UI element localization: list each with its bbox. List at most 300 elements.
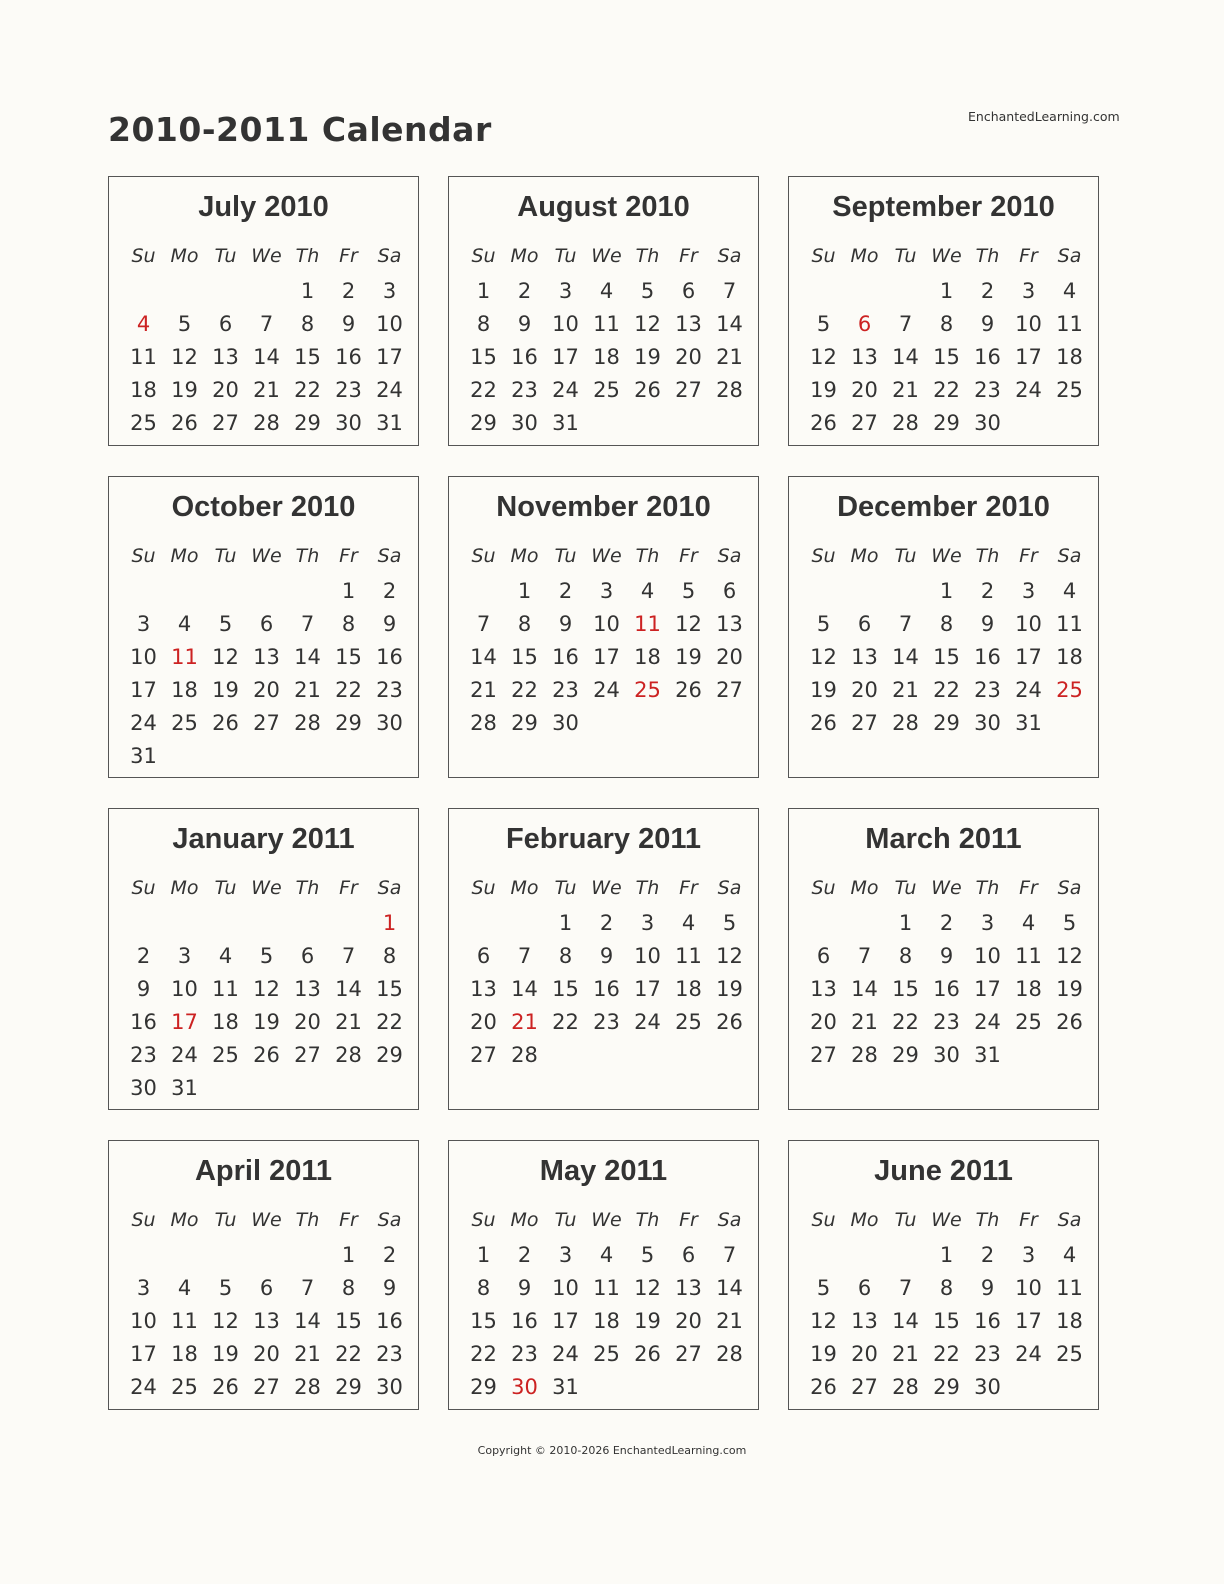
- day-cell: 26: [810, 1375, 837, 1399]
- weekday-label: Th: [975, 1209, 1000, 1231]
- month-title: December 2010: [837, 491, 1050, 523]
- day-cell: 25: [1056, 678, 1083, 702]
- day-cell: 7: [898, 612, 913, 636]
- day-cell: 8: [341, 1276, 356, 1300]
- day-grid: [803, 1239, 1090, 1404]
- weekday-label: We: [591, 877, 622, 899]
- month-title: May 2011: [539, 1155, 668, 1187]
- day-cell: 28: [335, 1043, 362, 1067]
- weekday-label: Fr: [1019, 245, 1038, 267]
- month-box: [448, 176, 759, 446]
- day-cell: 14: [892, 345, 919, 369]
- day-cell: 4: [1021, 911, 1036, 935]
- day-cell: 16: [376, 1309, 403, 1333]
- month-title: November 2010: [496, 491, 711, 523]
- day-cell: 3: [136, 612, 151, 636]
- weekday-label: Fr: [679, 545, 698, 567]
- day-cell: 23: [511, 378, 538, 402]
- day-cell: 5: [816, 1276, 831, 1300]
- day-cell: 27: [810, 1043, 837, 1067]
- empty-cell: [164, 275, 205, 308]
- day-cell: 21: [716, 1309, 743, 1333]
- day-cell: 29: [892, 1043, 919, 1067]
- day-cell: 16: [130, 1010, 157, 1034]
- day-cell: 27: [851, 411, 878, 435]
- day-cell: 7: [722, 1243, 737, 1267]
- day-grid: [803, 275, 1090, 440]
- day-cell: 5: [1062, 911, 1077, 935]
- day-cell: 5: [722, 911, 737, 935]
- day-cell: 20: [851, 378, 878, 402]
- day-cell: 24: [593, 678, 620, 702]
- day-cell: 20: [716, 645, 743, 669]
- day-cell: 24: [1015, 678, 1042, 702]
- day-cell: 20: [294, 1010, 321, 1034]
- day-cell: 28: [716, 1342, 743, 1366]
- weekday-header: [463, 1209, 750, 1231]
- day-cell: 25: [593, 1342, 620, 1366]
- day-cell: 7: [300, 1276, 315, 1300]
- weekday-label: Th: [635, 1209, 660, 1231]
- day-cell: 2: [558, 579, 573, 603]
- day-cell: 3: [558, 279, 573, 303]
- day-cell: 13: [253, 645, 280, 669]
- day-cell: 30: [552, 711, 579, 735]
- day-cell: 21: [294, 1342, 321, 1366]
- month-title: January 2011: [172, 823, 355, 855]
- day-cell: 29: [933, 1375, 960, 1399]
- month-title: February 2011: [505, 823, 702, 855]
- weekday-label: We: [591, 545, 622, 567]
- weekday-label: Tu: [214, 877, 237, 899]
- day-cell: 6: [722, 579, 737, 603]
- day-cell: 10: [376, 312, 403, 336]
- month-box: [788, 476, 1099, 778]
- day-cell: 19: [212, 678, 239, 702]
- day-cell: 10: [1015, 1276, 1042, 1300]
- day-cell: 28: [892, 411, 919, 435]
- weekday-label: Sa: [377, 545, 402, 567]
- calendar-grid: [108, 176, 1112, 1426]
- weekday-header: [803, 877, 1090, 899]
- weekday-label: Mo: [850, 1209, 879, 1231]
- day-grid: [463, 907, 750, 1072]
- day-cell: 6: [857, 1276, 872, 1300]
- day-cell: 10: [552, 1276, 579, 1300]
- day-cell: 27: [851, 1375, 878, 1399]
- day-grid: [123, 575, 410, 773]
- day-cell: 7: [476, 612, 491, 636]
- day-cell: 11: [1015, 944, 1042, 968]
- day-cell: 19: [634, 1309, 661, 1333]
- day-cell: 11: [130, 345, 157, 369]
- weekday-label: Tu: [554, 877, 577, 899]
- day-cell: 15: [376, 977, 403, 1001]
- day-cell: 27: [716, 678, 743, 702]
- day-cell: 16: [511, 1309, 538, 1333]
- day-cell: 17: [552, 345, 579, 369]
- day-cell: 1: [939, 1243, 954, 1267]
- day-cell: 15: [933, 345, 960, 369]
- day-cell: 15: [294, 345, 321, 369]
- day-cell: 25: [171, 1375, 198, 1399]
- day-cell: 28: [294, 1375, 321, 1399]
- day-cell: 25: [1056, 1342, 1083, 1366]
- day-cell: 3: [599, 579, 614, 603]
- day-cell: 24: [130, 711, 157, 735]
- empty-cell: [803, 575, 844, 608]
- day-cell: 27: [253, 1375, 280, 1399]
- day-cell: 8: [300, 312, 315, 336]
- day-cell: 24: [974, 1010, 1001, 1034]
- day-cell: 22: [335, 678, 362, 702]
- day-cell: 21: [892, 1342, 919, 1366]
- day-cell: 14: [294, 1309, 321, 1333]
- empty-cell: [287, 907, 328, 940]
- day-cell: 27: [212, 411, 239, 435]
- day-cell: 15: [335, 645, 362, 669]
- weekday-header: [123, 545, 410, 567]
- day-cell: 28: [294, 711, 321, 735]
- day-cell: 8: [382, 944, 397, 968]
- day-cell: 1: [517, 579, 532, 603]
- day-cell: 11: [171, 645, 198, 669]
- day-cell: 29: [470, 411, 497, 435]
- day-cell: 1: [382, 911, 397, 935]
- day-cell: 5: [259, 944, 274, 968]
- weekday-label: Th: [295, 245, 320, 267]
- day-cell: 6: [259, 612, 274, 636]
- day-cell: 21: [253, 378, 280, 402]
- day-cell: 11: [1056, 612, 1083, 636]
- day-cell: 17: [974, 977, 1001, 1001]
- weekday-label: Mo: [510, 245, 539, 267]
- day-cell: 29: [933, 411, 960, 435]
- day-cell: 12: [810, 345, 837, 369]
- day-cell: 25: [634, 678, 661, 702]
- day-cell: 6: [681, 279, 696, 303]
- weekday-header: [123, 1209, 410, 1231]
- weekday-label: We: [931, 1209, 962, 1231]
- empty-cell: [328, 907, 369, 940]
- weekday-label: Mo: [850, 245, 879, 267]
- day-cell: 3: [382, 279, 397, 303]
- weekday-label: Th: [295, 545, 320, 567]
- day-cell: 25: [1015, 1010, 1042, 1034]
- weekday-label: Sa: [1057, 877, 1082, 899]
- day-cell: 29: [511, 711, 538, 735]
- day-cell: 14: [851, 977, 878, 1001]
- weekday-label: Sa: [717, 245, 742, 267]
- day-cell: 23: [376, 1342, 403, 1366]
- day-cell: 4: [136, 312, 151, 336]
- day-cell: 19: [253, 1010, 280, 1034]
- day-cell: 29: [470, 1375, 497, 1399]
- day-cell: 3: [980, 911, 995, 935]
- day-cell: 27: [675, 1342, 702, 1366]
- day-cell: 4: [177, 1276, 192, 1300]
- day-cell: 2: [136, 944, 151, 968]
- weekday-label: Fr: [679, 1209, 698, 1231]
- weekday-label: We: [251, 245, 282, 267]
- month-box: [448, 1140, 759, 1410]
- day-grid: [803, 907, 1090, 1072]
- day-cell: 6: [816, 944, 831, 968]
- weekday-label: Fr: [1019, 877, 1038, 899]
- day-cell: 13: [675, 312, 702, 336]
- day-cell: 30: [130, 1076, 157, 1100]
- day-cell: 20: [851, 1342, 878, 1366]
- weekday-label: Fr: [339, 877, 358, 899]
- day-cell: 7: [300, 612, 315, 636]
- weekday-label: We: [251, 1209, 282, 1231]
- empty-cell: [885, 1239, 926, 1272]
- day-cell: 29: [335, 1375, 362, 1399]
- day-cell: 21: [294, 678, 321, 702]
- day-cell: 22: [933, 378, 960, 402]
- weekday-header: [463, 245, 750, 267]
- day-cell: 25: [171, 711, 198, 735]
- day-cell: 22: [470, 378, 497, 402]
- day-cell: 24: [634, 1010, 661, 1034]
- empty-cell: [246, 1239, 287, 1272]
- weekday-header: [803, 1209, 1090, 1231]
- day-cell: 6: [681, 1243, 696, 1267]
- empty-cell: [844, 907, 885, 940]
- day-cell: 20: [675, 1309, 702, 1333]
- weekday-header: [123, 877, 410, 899]
- day-cell: 12: [212, 1309, 239, 1333]
- day-cell: 2: [980, 1243, 995, 1267]
- day-cell: 30: [511, 411, 538, 435]
- day-cell: 23: [974, 378, 1001, 402]
- empty-cell: [164, 575, 205, 608]
- day-cell: 11: [1056, 312, 1083, 336]
- day-cell: 4: [218, 944, 233, 968]
- weekday-label: Su: [811, 245, 836, 267]
- day-cell: 31: [376, 411, 403, 435]
- weekday-label: Su: [471, 877, 496, 899]
- day-cell: 17: [1015, 1309, 1042, 1333]
- day-cell: 27: [470, 1043, 497, 1067]
- day-cell: 11: [171, 1309, 198, 1333]
- day-cell: 10: [130, 1309, 157, 1333]
- weekday-label: Th: [635, 545, 660, 567]
- weekday-label: Mo: [170, 1209, 199, 1231]
- day-cell: 18: [171, 1342, 198, 1366]
- day-cell: 24: [130, 1375, 157, 1399]
- weekday-label: Mo: [170, 245, 199, 267]
- day-cell: 17: [1015, 645, 1042, 669]
- day-cell: 1: [341, 579, 356, 603]
- day-cell: 10: [130, 645, 157, 669]
- weekday-label: Fr: [339, 545, 358, 567]
- day-cell: 20: [253, 678, 280, 702]
- day-cell: 8: [476, 312, 491, 336]
- day-cell: 25: [130, 411, 157, 435]
- day-cell: 24: [552, 1342, 579, 1366]
- day-cell: 18: [593, 345, 620, 369]
- day-cell: 30: [511, 1375, 538, 1399]
- day-cell: 12: [212, 645, 239, 669]
- weekday-label: Fr: [339, 245, 358, 267]
- day-cell: 3: [177, 944, 192, 968]
- day-cell: 7: [898, 1276, 913, 1300]
- day-cell: 18: [1056, 1309, 1083, 1333]
- day-cell: 1: [476, 279, 491, 303]
- day-cell: 24: [1015, 1342, 1042, 1366]
- day-cell: 8: [939, 312, 954, 336]
- day-cell: 11: [212, 977, 239, 1001]
- weekday-label: Mo: [510, 545, 539, 567]
- day-cell: 30: [933, 1043, 960, 1067]
- day-cell: 19: [810, 1342, 837, 1366]
- weekday-label: Tu: [214, 245, 237, 267]
- empty-cell: [205, 907, 246, 940]
- day-cell: 26: [1056, 1010, 1083, 1034]
- empty-cell: [205, 575, 246, 608]
- day-cell: 16: [974, 1309, 1001, 1333]
- day-cell: 13: [253, 1309, 280, 1333]
- day-cell: 3: [640, 911, 655, 935]
- day-cell: 14: [511, 977, 538, 1001]
- empty-cell: [123, 907, 164, 940]
- day-cell: 4: [177, 612, 192, 636]
- day-cell: 17: [1015, 345, 1042, 369]
- day-cell: 7: [898, 312, 913, 336]
- day-cell: 5: [218, 612, 233, 636]
- day-cell: 2: [939, 911, 954, 935]
- day-cell: 18: [1015, 977, 1042, 1001]
- day-cell: 28: [851, 1043, 878, 1067]
- day-cell: 11: [593, 312, 620, 336]
- day-cell: 23: [335, 378, 362, 402]
- day-cell: 21: [851, 1010, 878, 1034]
- weekday-label: Su: [131, 245, 156, 267]
- day-cell: 12: [716, 944, 743, 968]
- day-cell: 8: [558, 944, 573, 968]
- day-cell: 26: [212, 711, 239, 735]
- day-cell: 16: [933, 977, 960, 1001]
- day-cell: 12: [1056, 944, 1083, 968]
- weekday-label: Th: [975, 545, 1000, 567]
- weekday-label: Th: [635, 245, 660, 267]
- month-title: April 2011: [194, 1155, 333, 1187]
- day-cell: 9: [980, 312, 995, 336]
- weekday-header: [463, 545, 750, 567]
- day-cell: 22: [933, 1342, 960, 1366]
- weekday-label: Sa: [377, 877, 402, 899]
- day-cell: 9: [980, 1276, 995, 1300]
- weekday-label: Su: [811, 545, 836, 567]
- day-cell: 22: [335, 1342, 362, 1366]
- day-cell: 19: [634, 345, 661, 369]
- day-cell: 26: [716, 1010, 743, 1034]
- day-cell: 31: [552, 411, 579, 435]
- day-cell: 10: [1015, 612, 1042, 636]
- day-cell: 27: [675, 378, 702, 402]
- day-cell: 21: [470, 678, 497, 702]
- day-cell: 12: [253, 977, 280, 1001]
- weekday-label: Tu: [894, 545, 917, 567]
- empty-cell: [803, 907, 844, 940]
- day-cell: 10: [1015, 312, 1042, 336]
- day-cell: 9: [939, 944, 954, 968]
- day-cell: 23: [593, 1010, 620, 1034]
- day-cell: 21: [335, 1010, 362, 1034]
- day-cell: 10: [171, 977, 198, 1001]
- day-cell: 21: [892, 678, 919, 702]
- weekday-label: Tu: [214, 1209, 237, 1231]
- day-cell: 22: [552, 1010, 579, 1034]
- weekday-label: Sa: [717, 1209, 742, 1231]
- site-link[interactable]: EnchantedLearning.com: [968, 109, 1120, 124]
- day-cell: 15: [335, 1309, 362, 1333]
- day-cell: 26: [171, 411, 198, 435]
- day-cell: 15: [933, 645, 960, 669]
- weekday-label: Su: [471, 245, 496, 267]
- weekday-label: We: [251, 877, 282, 899]
- day-cell: 9: [136, 977, 151, 1001]
- day-cell: 5: [816, 312, 831, 336]
- month-box: [788, 1140, 1099, 1410]
- day-cell: 26: [212, 1375, 239, 1399]
- day-cell: 13: [716, 612, 743, 636]
- day-cell: 30: [335, 411, 362, 435]
- weekday-label: Fr: [1019, 1209, 1038, 1231]
- day-cell: 11: [593, 1276, 620, 1300]
- day-cell: 17: [593, 645, 620, 669]
- day-cell: 17: [130, 1342, 157, 1366]
- day-cell: 13: [675, 1276, 702, 1300]
- day-cell: 1: [341, 1243, 356, 1267]
- weekday-label: Mo: [170, 877, 199, 899]
- day-cell: 5: [640, 279, 655, 303]
- weekday-label: Tu: [554, 245, 577, 267]
- weekday-header: [123, 245, 410, 267]
- weekday-label: Tu: [894, 1209, 917, 1231]
- weekday-label: Sa: [1057, 1209, 1082, 1231]
- day-cell: 5: [640, 1243, 655, 1267]
- month-box: [788, 808, 1099, 1110]
- day-cell: 14: [892, 1309, 919, 1333]
- day-cell: 7: [517, 944, 532, 968]
- day-cell: 20: [810, 1010, 837, 1034]
- copyright-text: Copyright © 2010-2026 EnchantedLearning.com: [477, 1444, 747, 1457]
- weekday-label: Tu: [554, 545, 577, 567]
- day-cell: 28: [892, 711, 919, 735]
- empty-cell: [463, 907, 504, 940]
- day-cell: 7: [259, 312, 274, 336]
- empty-cell: [205, 275, 246, 308]
- day-cell: 1: [939, 579, 954, 603]
- day-cell: 2: [382, 579, 397, 603]
- day-cell: 13: [212, 345, 239, 369]
- empty-cell: [803, 275, 844, 308]
- day-cell: 9: [341, 312, 356, 336]
- day-cell: 8: [476, 1276, 491, 1300]
- day-cell: 29: [933, 711, 960, 735]
- day-grid: [123, 907, 410, 1105]
- day-cell: 19: [1056, 977, 1083, 1001]
- day-cell: 16: [552, 645, 579, 669]
- day-cell: 26: [253, 1043, 280, 1067]
- day-cell: 30: [974, 711, 1001, 735]
- weekday-label: Su: [131, 877, 156, 899]
- day-cell: 20: [470, 1010, 497, 1034]
- weekday-label: Th: [975, 245, 1000, 267]
- day-cell: 18: [212, 1010, 239, 1034]
